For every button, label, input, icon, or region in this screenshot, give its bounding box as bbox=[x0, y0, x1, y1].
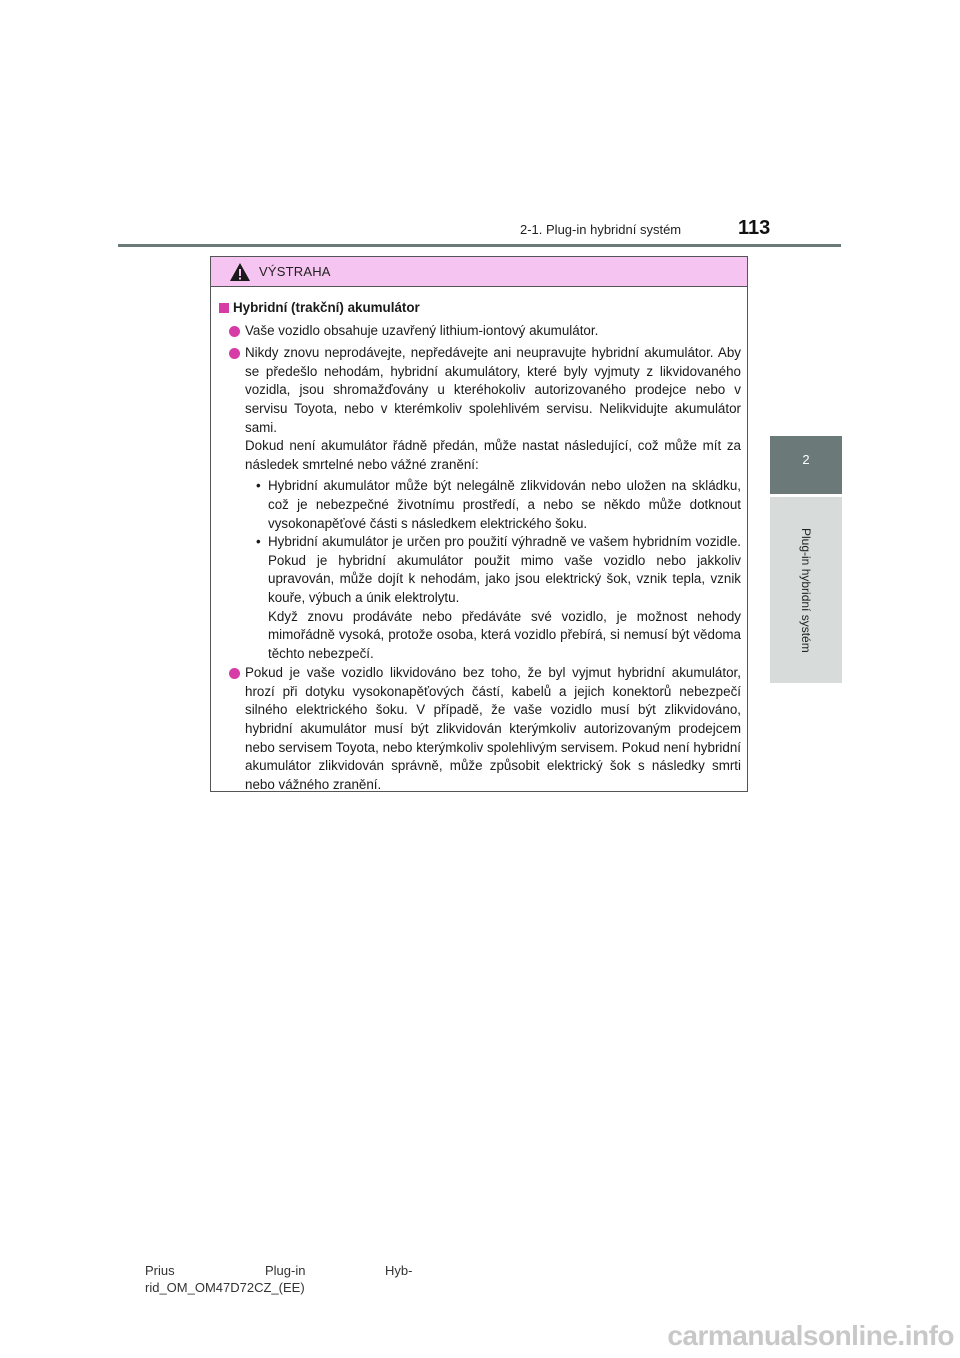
sub-list-item-text-continued: Když znovu prodáváte nebo předáváte své vozidlo, je možnost nehody mimořádně vysoká, protože osoba, která vozidlo přebírá, si nemusí být vědoma těchto nebezpečí. bbox=[268, 608, 741, 661]
list-item bbox=[219, 344, 741, 474]
list-item-text: Vaše vozidlo obsahuje uzavřený lithium-iontový akumulátor. bbox=[245, 322, 599, 338]
header-divider bbox=[118, 244, 841, 247]
watermark: carmanualsonline.info bbox=[667, 1320, 954, 1351]
sub-bullet-icon: • bbox=[256, 478, 261, 494]
list-item bbox=[219, 322, 741, 341]
bullet-dot-icon bbox=[229, 326, 240, 337]
page-number: 113 bbox=[738, 217, 771, 239]
warning-body bbox=[211, 287, 747, 794]
bullet-dot-icon bbox=[229, 668, 240, 679]
warning-header bbox=[211, 257, 747, 287]
sub-list-item bbox=[256, 533, 741, 663]
list-item bbox=[219, 664, 741, 794]
sub-list-item bbox=[256, 477, 741, 533]
sub-list-item-text: Hybridní akumulátor je určen pro použití výhradně ve vašem hybridním vozidle. Pokud je hybridní akumulátor použit mimo vaše vozidlo nebo jakkoliv upravován, může dojít k nehodám, jako jsou elektrický šok, vznik tepla, vznik kouře, výbuch a únik elektrolytu. bbox=[268, 534, 741, 605]
list-item-text: Pokud je vaše vozidlo likvidováno bez toho, že byl vyjmut hybridní akumulátor, hrozí při dotyku vysokonapěťových částí, kabelů a jejich konektorů nebezpečí silného elektrického šoku. V případě, že vaše vozidlo musí být zlikvidováno, hybridní akumulátor musí být zlikvidován kterýmkoliv autorizovaným prodejcem nebo servisem Toyota, nebo kterýmkoliv spolehlivým servisem. Pokud není hybridní akumulátor zlikvidován správně, může způsobit elektrický šok s následky smrti nebo vážného zranění. bbox=[245, 665, 741, 792]
section-title: 2-1. Plug-in hybridní systém bbox=[520, 222, 682, 237]
warning-title: VÝSTRAHA bbox=[259, 264, 331, 279]
chapter-label: Plug-in hybridní systém bbox=[799, 527, 813, 653]
sub-bullet-icon: • bbox=[256, 534, 261, 550]
footer-doc-id-line2: rid_OM_OM47D72CZ_(EE) bbox=[145, 1280, 305, 1295]
list-item-text: Nikdy znovu neprodávejte, nepředávejte ani neupravujte hybridní akumulátor. Aby se předešlo nehodám, hybridní akumulátory, které byly vyjmuty z likvidovaného vozidla, jsou shromažďovány u kteréhokoliv autorizovaného prodejce nebo v servisu Toyota, nebo v kterémkoliv spolehlivém servisu. Nelikvidujte akumulátor sami. bbox=[245, 345, 741, 435]
bullet-dot-icon bbox=[229, 348, 240, 359]
square-bullet-icon bbox=[219, 303, 229, 313]
warning-heading-text: Hybridní (trakční) akumulátor bbox=[233, 300, 420, 315]
footer-word: Hyb- bbox=[385, 1263, 413, 1278]
warning-box bbox=[210, 256, 748, 792]
warning-triangle-icon bbox=[229, 262, 251, 282]
list-item-text-continued: Dokud není akumulátor řádně předán, může nastat následující, což může mít za následek smrtelné nebo vážné zranění: bbox=[245, 438, 741, 472]
chapter-number: 2 bbox=[802, 452, 810, 467]
sub-list-item-content bbox=[268, 533, 741, 663]
list-item-content bbox=[245, 344, 741, 474]
warning-heading bbox=[219, 299, 741, 318]
footer-word: Prius bbox=[145, 1263, 175, 1278]
footer-word: Plug-in bbox=[265, 1263, 306, 1278]
sub-list-item-text: Hybridní akumulátor může být nelegálně zlikvidován nebo uložen na skládku, což je nebezpečné životnímu prostředí, a nebo se někdo může dotknout vysokonapěťové části s následkem elektrického šoku. bbox=[268, 478, 741, 531]
